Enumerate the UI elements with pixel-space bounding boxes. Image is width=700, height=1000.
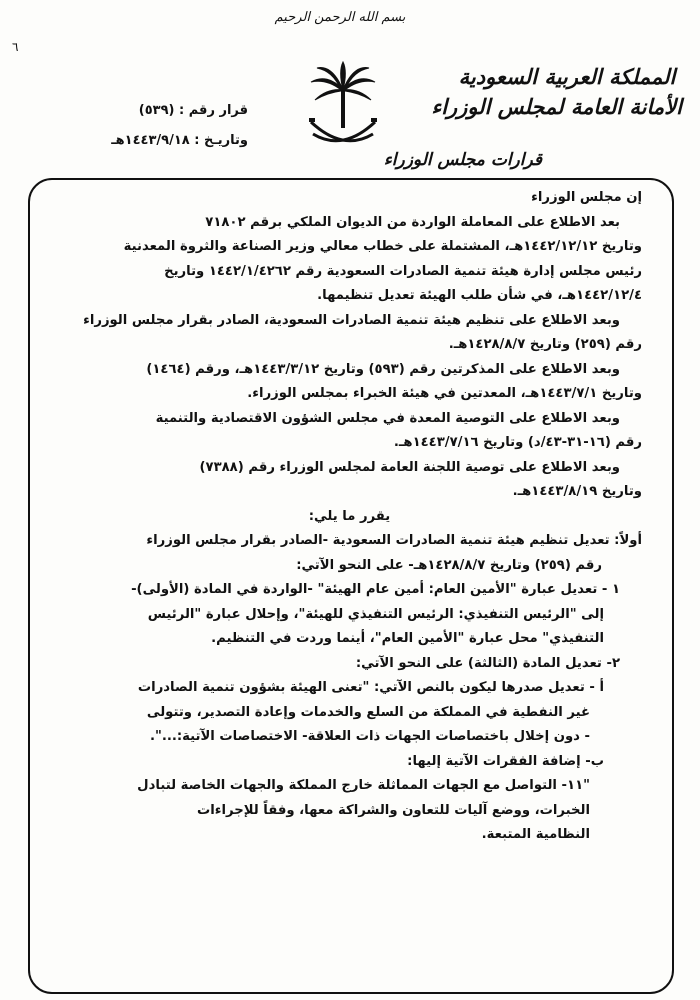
para1-line4: ١٤٤٢/١٢/٤هـ، في شأن طلب الهيئة تعديل تنظيمها. [317,288,642,303]
page-number: ٦ [12,40,19,54]
item2-line1: ٢- تعديل المادة (الثالثة) على النحو الآتي: [355,655,620,671]
kingdom-name: المملكة العربية السعودية [458,64,676,89]
first-line1: أولاً: تعديل تنظيم هيئة تنمية الصادرات السعودية -الصادر بقرار مجلس الوزراء [146,533,642,548]
para1-line1: بعد الاطلاع على المعاملة الواردة من الديوان الملكي برقم ٧١٨٠٢ [205,214,620,230]
item2b-line1: ب- إضافة الفقرات الآتية إليها: [407,753,604,769]
para2-line1: وبعد الاطلاع على تنظيم هيئة تنمية الصادرات السعودية، الصادر بقرار مجلس الوزراء [83,312,620,328]
item2a-line2: غير النفطية في المملكة من السلع والخدمات وإعادة التصدير، وتتولى [146,704,590,720]
item1-line1: ١ - تعديل عبارة "الأمين العام: أمين عام الهيئة" -الواردة في المادة (الأولى)- [131,582,620,597]
decision-body [57,186,642,848]
para4-line2: رقم (١٦-٣١-٤٣/د) وتاريخ ١٤٤٣/٧/١٦هـ. [393,435,642,450]
decision-date: وتاريـخ : ١٤٤٣/٩/١٨هـ [111,133,248,148]
para5-line1: وبعد الاطلاع على توصية اللجنة العامة لمجلس الوزراء رقم (٧٣٨٨) [199,459,620,475]
para3-line1: وبعد الاطلاع على المذكرتين رقم (٥٩٣) وتاريخ ١٤٤٣/٣/١٢هـ، ورقم (١٤٦٤) [146,361,620,377]
item1-line3: التنفيذي" محل عبارة "الأمين العام"، أينما وردت في التنظيم. [211,631,604,646]
council-decisions-heading: قرارات مجلس الوزراء [383,150,542,170]
para2-line2: رقم (٢٥٩) وتاريخ ١٤٢٨/٨/٧هـ. [448,337,642,352]
para3-line2: وتاريخ ١٤٤٣/٧/١هـ، المعدتين في هيئة الخبراء بمجلس الوزراء. [247,386,642,401]
item2b-quote-line2: الخبرات، ووضع آليات للتعاون والشراكة معها، وفقاً للإجراءات [197,802,590,818]
para5-line2: وتاريخ ١٤٤٣/٨/١٩هـ. [512,484,642,499]
para4-line1: وبعد الاطلاع على التوصية المعدة في مجلس الشؤون الاقتصادية والتنمية [155,410,620,426]
item2b-quote-line1: "١١- التواصل مع الجهات المماثلة خارج المملكة والجهات الخاصة لتبادل [137,778,590,793]
opening-line: إن مجلس الوزراء [531,190,642,205]
decides-heading: يقرر ما يلي: [308,508,391,524]
first-line2: رقم (٢٥٩) وتاريخ ١٤٢٨/٨/٧هـ- على النحو الآتي: [296,557,602,573]
saudi-emblem-icon [303,60,383,155]
para1-line2: وتاريخ ١٤٤٢/١٢/١٢هـ، المشتملة على خطاب معالي وزير الصناعة والثروة المعدنية [123,239,642,254]
decision-meta [38,96,248,156]
item1-line2: إلى "الرئيس التنفيذي: الرئيس التنفيذي للهيئة"، وإحلال عبارة "الرئيس [147,606,604,622]
para1-line3: رئيس مجلس إدارة هيئة تنمية الصادرات السعودية رقم ١٤٤٢/١/٤٢٦٢ وتاريخ [164,263,642,279]
decision-number: قرار رقم : (٥٣٩) [138,103,248,118]
basmala-calligraphy: بسم الله الرحمن الرحيم [274,10,406,25]
item2b-quote-line3: النظامية المتبعة. [481,827,590,842]
kingdom-header [431,62,682,122]
item2a-line3: - دون إخلال باختصاصات الجهات ذات العلاقة- الاختصاصات الآتية:...". [149,729,590,744]
item2a-line1: أ - تعديل صدرها ليكون بالنص الآتي: "تعنى الهيئة بشؤون تنمية الصادرات [137,680,604,695]
secretariat-name: الأمانة العامة لمجلس الوزراء [431,94,682,119]
